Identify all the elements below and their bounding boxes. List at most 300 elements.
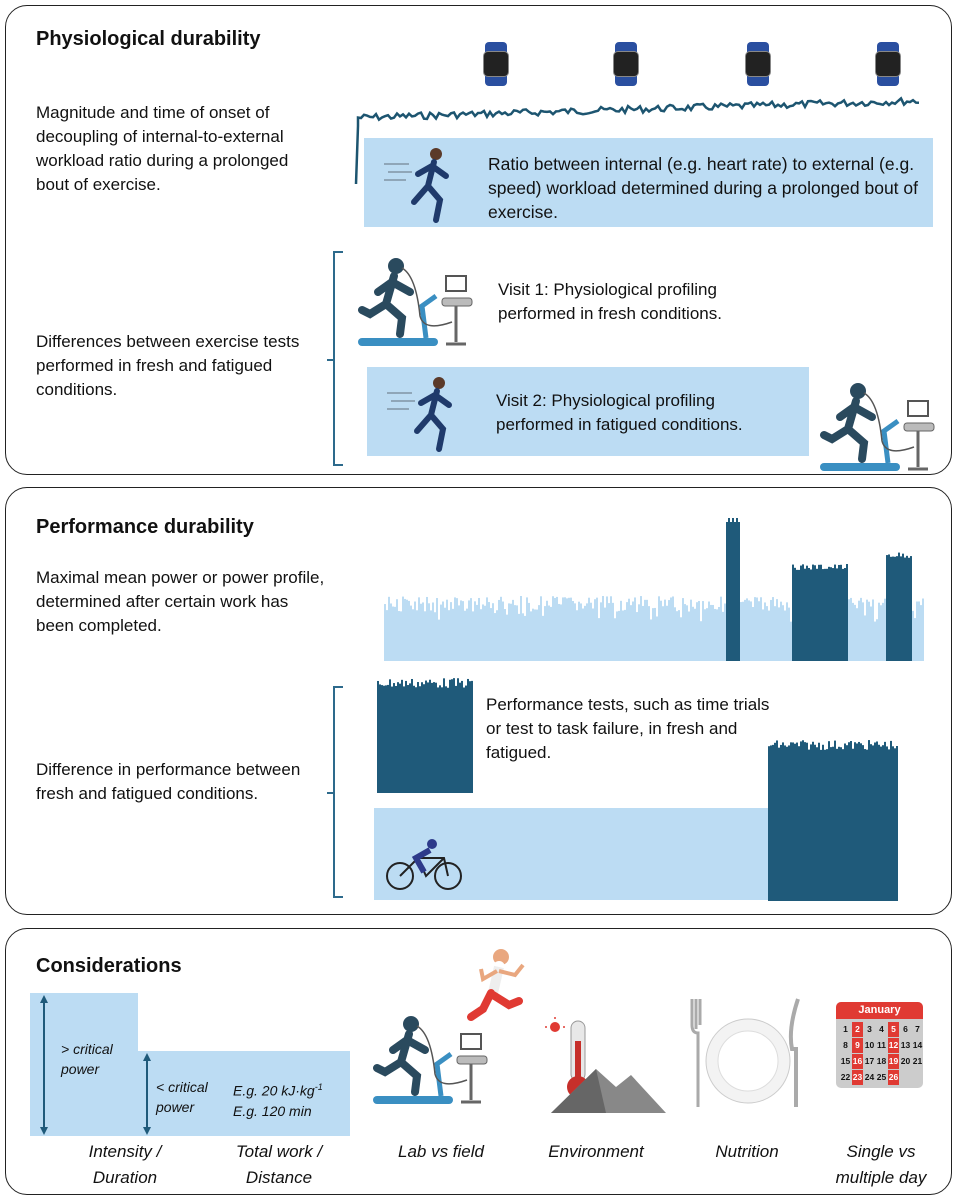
power-bar <box>536 610 538 661</box>
calendar-day: 1 <box>843 1024 848 1034</box>
power-bar <box>403 686 405 793</box>
power-bar <box>628 599 630 661</box>
power-bar <box>420 604 422 661</box>
power-bar <box>860 598 862 661</box>
power-bar <box>417 682 419 793</box>
power-bar <box>642 606 644 661</box>
power-bar <box>385 685 387 793</box>
calendar-day: 22 <box>840 1072 851 1082</box>
power-bar <box>898 553 900 661</box>
power-bar <box>840 565 842 661</box>
power-bar <box>720 597 722 661</box>
power-bar <box>453 678 455 793</box>
power-bar <box>894 748 896 901</box>
above-cp-label: > critical power <box>61 1041 113 1077</box>
calendar-day: 24 <box>864 1072 875 1082</box>
power-bar <box>428 603 430 661</box>
power-bar <box>404 599 406 661</box>
power-bar <box>806 566 808 661</box>
power-bar <box>534 609 536 661</box>
power-bar <box>592 608 594 661</box>
power-bar <box>396 599 398 661</box>
power-bar <box>406 600 408 661</box>
power-bar <box>744 600 746 661</box>
power-bar <box>782 605 784 661</box>
double-arrow-icon <box>39 995 49 1135</box>
calendar-day: 13 <box>900 1040 911 1050</box>
power-bar <box>578 602 580 661</box>
power-bar <box>776 740 778 901</box>
power-bar <box>848 742 850 901</box>
power-bar <box>397 682 399 793</box>
power-bar <box>422 602 424 661</box>
bracket <box>333 251 343 466</box>
power-bar <box>664 600 666 661</box>
power-bar <box>556 597 558 661</box>
panel-title: Performance durability <box>36 516 254 538</box>
power-bar <box>554 598 556 661</box>
power-bar <box>402 597 404 661</box>
power-bar <box>784 611 786 661</box>
power-bar <box>383 686 385 793</box>
calendar-month: January <box>836 1002 923 1019</box>
power-bar <box>570 598 572 661</box>
calendar-day: 10 <box>864 1040 875 1050</box>
power-bar <box>392 607 394 661</box>
double-arrow-icon <box>142 1053 152 1135</box>
power-bar <box>542 616 544 661</box>
power-bar <box>818 565 820 661</box>
calendar-day: 3 <box>867 1024 872 1034</box>
power-bar <box>800 566 802 661</box>
power-bar <box>471 681 473 793</box>
power-bar <box>874 622 876 661</box>
power-bar <box>680 617 682 661</box>
power-bar <box>431 683 433 793</box>
power-bar <box>440 605 442 661</box>
calendar-day: 21 <box>912 1056 923 1066</box>
power-bar <box>423 684 425 793</box>
power-bar <box>790 742 792 901</box>
power-bar <box>476 605 478 661</box>
power-bar <box>419 686 421 793</box>
power-bar <box>478 598 480 661</box>
power-bar <box>488 602 490 661</box>
power-bar <box>880 605 882 661</box>
smartwatch-icon <box>747 42 769 86</box>
power-bar <box>460 600 462 661</box>
power-bar <box>538 605 540 661</box>
power-bar <box>912 611 914 661</box>
power-bar <box>838 747 840 901</box>
power-bar <box>798 570 800 661</box>
power-bar <box>480 609 482 661</box>
power-bar <box>736 518 738 661</box>
power-bar <box>854 742 856 901</box>
caption-line: multiple day <box>835 1168 927 1187</box>
power-bar <box>806 743 808 901</box>
power-bar <box>474 601 476 661</box>
power-bar <box>760 597 762 661</box>
calendar-day: 8 <box>843 1040 848 1050</box>
calendar-day: 25 <box>876 1072 887 1082</box>
power-bar <box>379 684 381 793</box>
power-bar <box>904 558 906 661</box>
power-bar <box>702 601 704 661</box>
power-bar <box>774 606 776 661</box>
work-example-value: E.g. 20 kJ·kg <box>233 1082 315 1099</box>
power-bar <box>388 597 390 661</box>
power-bar <box>896 746 898 901</box>
below-cp-label: < critical power <box>156 1079 208 1115</box>
power-bar <box>410 606 412 661</box>
power-bar <box>766 606 768 661</box>
power-bar <box>401 680 403 793</box>
treadmill-icon <box>356 256 476 351</box>
power-bar <box>586 603 588 661</box>
power-bar <box>458 605 460 661</box>
power-bar <box>439 685 441 793</box>
power-bar <box>842 749 844 901</box>
power-bar <box>606 596 608 661</box>
power-bar <box>566 598 568 661</box>
power-bar <box>644 600 646 661</box>
power-bar <box>612 603 614 661</box>
power-bar <box>447 688 449 793</box>
power-bar <box>498 600 500 661</box>
power-bar <box>712 605 714 661</box>
power-bar <box>461 681 463 793</box>
power-bar <box>886 555 888 661</box>
power-bar <box>457 678 459 793</box>
power-bar <box>442 602 444 661</box>
power-bar <box>910 556 912 661</box>
power-bar <box>768 611 770 661</box>
power-bar <box>518 614 520 661</box>
power-bar <box>418 597 420 661</box>
power-bar <box>842 569 844 661</box>
power-bar <box>730 522 732 661</box>
power-bar <box>782 742 784 901</box>
power-bar <box>704 609 706 661</box>
power-bar <box>788 608 790 661</box>
power-bar <box>814 565 816 661</box>
power-bar <box>443 678 445 793</box>
power-bar <box>444 608 446 661</box>
power-bar <box>708 602 710 661</box>
power-bar <box>834 741 836 901</box>
power-bar <box>874 742 876 901</box>
power-bar <box>582 609 584 661</box>
power-bar <box>546 601 548 661</box>
power-bar <box>698 601 700 661</box>
power-bar <box>391 687 393 793</box>
power-bar <box>451 679 453 793</box>
power-bar <box>433 682 435 793</box>
power-bar <box>450 602 452 661</box>
power-bar <box>718 607 720 661</box>
power-bar <box>614 618 616 661</box>
power-bar <box>436 598 438 661</box>
power-bar <box>828 567 830 661</box>
power-bar <box>786 747 788 901</box>
caption-line: Distance <box>245 1168 313 1187</box>
power-bar <box>508 603 510 661</box>
power-bar <box>902 554 904 661</box>
power-bar <box>780 602 782 661</box>
caption-lab-field: Lab vs field <box>398 1142 484 1161</box>
power-bar <box>510 604 512 661</box>
caption-total-work <box>204 1139 354 1191</box>
power-bar <box>548 606 550 661</box>
power-bar <box>920 605 922 661</box>
power-bar <box>506 615 508 661</box>
calendar-day: 12 <box>888 1038 899 1053</box>
nutrition-plate-icon <box>688 999 808 1109</box>
smartwatch-icon <box>615 42 637 86</box>
power-bar <box>754 597 756 661</box>
power-bar <box>830 567 832 661</box>
panel-title: Physiological durability <box>36 28 261 50</box>
power-bar <box>854 605 856 661</box>
power-bar <box>660 601 662 661</box>
power-bar <box>814 745 816 901</box>
power-bar <box>594 599 596 661</box>
power-bar <box>467 679 469 793</box>
power-bar <box>620 601 622 661</box>
power-profile-description: Maximal mean power or power profile, determined after certain work has been completed. <box>36 568 325 635</box>
power-bar <box>826 569 828 661</box>
power-bar <box>486 597 488 661</box>
performance-difference-description: Difference in performance between fresh and fatigued conditions. <box>36 760 301 803</box>
power-bar <box>668 600 670 661</box>
power-bar <box>856 744 858 901</box>
power-bar <box>786 602 788 661</box>
caption-environment: Environment <box>548 1142 644 1161</box>
power-bar <box>916 602 918 661</box>
power-bar <box>616 611 618 661</box>
power-bar <box>884 742 886 901</box>
power-bar <box>870 607 872 661</box>
calendar-day: 18 <box>876 1056 887 1066</box>
power-bar <box>638 604 640 661</box>
power-bar <box>596 598 598 661</box>
power-bar <box>796 570 798 661</box>
power-bar <box>455 686 457 793</box>
work-example <box>233 1077 323 1121</box>
power-bar <box>524 616 526 661</box>
power-bar <box>490 608 492 661</box>
power-bar <box>792 565 794 661</box>
runner-icon <box>384 144 464 224</box>
power-bar <box>520 596 522 661</box>
power-bar <box>632 602 634 661</box>
physiological-durability-panel <box>5 5 952 475</box>
power-bar <box>658 596 660 661</box>
visit2-box <box>367 367 809 456</box>
visit2-text: Visit 2: Physiological profiling performed in fatigued conditions. <box>496 391 743 434</box>
power-bar <box>846 564 848 661</box>
power-bar <box>434 612 436 661</box>
panel-title: Considerations <box>36 955 182 977</box>
power-bar <box>750 601 752 661</box>
power-bar <box>381 685 383 793</box>
power-bar <box>716 609 718 661</box>
prolonged-exercise-box <box>374 808 768 900</box>
power-bar <box>844 743 846 901</box>
calendar-day: 17 <box>864 1056 875 1066</box>
power-bar <box>830 747 832 901</box>
power-bar <box>494 613 496 661</box>
caption-single-multiple-day <box>806 1139 956 1191</box>
power-bar <box>684 604 686 661</box>
power-bar <box>876 619 878 661</box>
performance-tests-text: Performance tests, such as time trials or test to task failure, in fresh and fatigued. <box>486 695 770 762</box>
power-bar <box>408 601 410 661</box>
power-bar <box>600 602 602 661</box>
power-bar <box>568 598 570 661</box>
power-bar <box>810 570 812 661</box>
power-bar <box>812 742 814 901</box>
power-bar <box>694 609 696 661</box>
power-bar <box>822 569 824 661</box>
power-bar <box>822 745 824 901</box>
power-bar <box>676 611 678 661</box>
power-bar <box>492 603 494 661</box>
power-bar <box>770 745 772 901</box>
power-bar <box>762 609 764 661</box>
power-bar <box>468 600 470 661</box>
power-bar <box>516 605 518 661</box>
power-bar <box>415 687 417 793</box>
visit1-text: Visit 1: Physiological profiling performed in fresh conditions. <box>498 280 722 323</box>
power-bar <box>808 750 810 901</box>
power-bar <box>399 684 401 793</box>
power-bar <box>804 742 806 901</box>
power-bar <box>740 602 742 661</box>
power-bar <box>816 569 818 661</box>
power-bar <box>652 608 654 661</box>
power-bar <box>604 608 606 661</box>
power-bar <box>862 602 864 661</box>
power-bar <box>654 608 656 661</box>
power-bar <box>852 749 854 901</box>
power-bar <box>892 557 894 661</box>
power-bar <box>405 681 407 793</box>
power-bar <box>429 680 431 793</box>
power-bar <box>784 745 786 901</box>
power-bar <box>868 740 870 901</box>
power-bar <box>526 597 528 661</box>
power-trace <box>379 508 924 661</box>
power-bar <box>882 745 884 901</box>
power-bar <box>826 749 828 901</box>
power-bar <box>411 679 413 793</box>
power-bar <box>446 600 448 661</box>
power-bar <box>872 745 874 901</box>
caption-intensity <box>50 1139 200 1191</box>
power-bar <box>377 681 379 793</box>
power-bar <box>688 611 690 661</box>
power-bar <box>456 598 458 661</box>
power-bar <box>562 597 564 661</box>
power-bar <box>742 602 744 661</box>
power-bar <box>714 609 716 661</box>
power-bar <box>856 608 858 661</box>
power-bar <box>900 556 902 661</box>
power-bar <box>866 750 868 901</box>
power-bar <box>409 683 411 793</box>
power-bar <box>878 745 880 901</box>
power-bar <box>746 598 748 661</box>
power-bar <box>656 616 658 661</box>
power-bar <box>421 682 423 793</box>
power-bar <box>636 612 638 661</box>
power-bar <box>734 522 736 661</box>
power-bar <box>756 598 758 661</box>
power-bar <box>752 607 754 661</box>
power-bar <box>618 611 620 661</box>
power-bar <box>790 622 792 661</box>
power-bar <box>387 685 389 793</box>
calendar-day: 7 <box>915 1024 920 1034</box>
power-bar <box>412 609 414 661</box>
power-bar <box>792 742 794 901</box>
power-bar <box>384 604 386 661</box>
calendar-day: 5 <box>888 1022 899 1037</box>
power-bar <box>824 750 826 901</box>
duration-example-value: E.g. 120 min <box>233 1102 312 1119</box>
power-bar <box>804 569 806 661</box>
power-bar <box>816 747 818 901</box>
power-bar <box>748 600 750 661</box>
power-bar <box>389 679 391 793</box>
power-bar <box>393 683 395 793</box>
power-bar <box>670 597 672 661</box>
power-bar <box>802 564 804 661</box>
caption-line: Intensity / <box>88 1142 162 1161</box>
power-bar <box>768 746 770 901</box>
power-bar <box>449 680 451 793</box>
power-bar <box>838 565 840 661</box>
power-bar <box>646 600 648 661</box>
power-bar <box>425 681 427 793</box>
power-bar <box>462 601 464 661</box>
power-bar <box>465 686 467 793</box>
power-bar <box>772 745 774 901</box>
power-bar <box>870 744 872 901</box>
power-bar <box>470 598 472 661</box>
power-bar <box>828 741 830 901</box>
power-bar <box>390 603 392 661</box>
power-bar <box>868 602 870 661</box>
power-bar <box>437 687 439 793</box>
power-bar <box>864 749 866 901</box>
power-bar <box>850 741 852 901</box>
power-bar <box>918 601 920 661</box>
power-bar <box>530 611 532 661</box>
power-bar <box>512 600 514 661</box>
power-bar <box>398 611 400 661</box>
power-bar <box>576 610 578 661</box>
power-bar <box>407 685 409 793</box>
power-bar <box>914 618 916 661</box>
power-bar <box>794 744 796 901</box>
power-bar <box>454 597 456 661</box>
cyclist-icon <box>386 838 466 893</box>
power-bar <box>452 609 454 661</box>
power-bar <box>692 607 694 661</box>
